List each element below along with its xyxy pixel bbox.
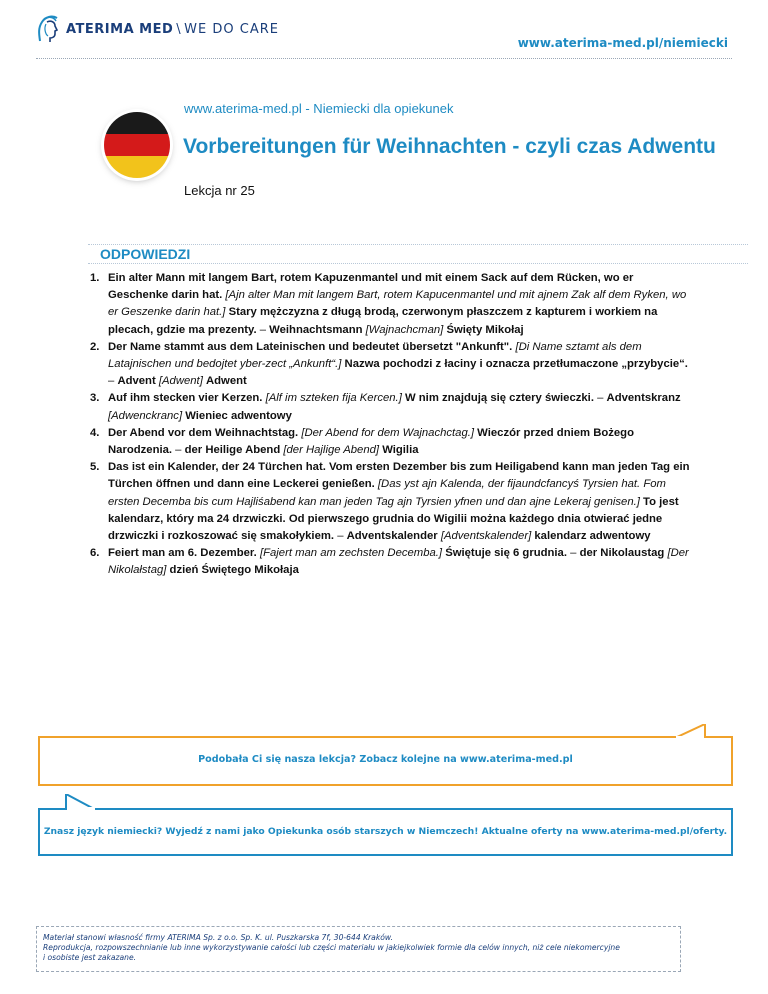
callout-tail-icon [62, 794, 96, 810]
lesson-number: Lekcja nr 25 [184, 183, 255, 198]
answer-number: 2. [90, 340, 100, 353]
copyright-footer [36, 926, 681, 972]
footer-line: Materiał stanowi własność firmy ATERIMA Sp. z o.o. Sp. K. ul. Puszkarska 7f, 30-644 Kraków. [43, 933, 394, 942]
answer-dash: – [570, 547, 577, 560]
answer-word-pronunciation: [der Hajlige Abend] [283, 444, 380, 457]
answer-number: 5. [90, 461, 100, 474]
brand-wordmark [66, 22, 279, 37]
answer-polish: Nazwa pochodzi z łaciny i oznacza przetłumaczone „przybycie“. [344, 358, 688, 371]
answer-item [90, 390, 690, 424]
answer-german: Das ist ein Kalender, der 24 Türchen hat. Vom ersten Dezember bis zum Heiligabend kann man jeden Tag ein Türchen öffnen und dann eine Leckerei genießen. [108, 461, 690, 491]
answer-item [90, 545, 690, 579]
answer-word-polish: dzień Świętego Mikołaja [169, 564, 299, 577]
answer-number: 6. [90, 547, 100, 560]
answer-dash: – [337, 530, 344, 543]
promo-lessons-text[interactable]: Podobała Ci się nasza lekcja? Zobacz kolejne na www.aterima-med.pl [198, 754, 573, 765]
header-url-link[interactable]: www.aterima-med.pl/niemiecki [517, 36, 728, 50]
answer-word-polish: kalendarz adwentowy [534, 530, 651, 543]
answer-polish: To jest kalendarz, który ma 24 drzwiczki. Od pierwszego grudnia do Wigilii można każdego dnia otwierać jedne drzwiczki i rozkoszować się smakołykiem. [108, 495, 679, 543]
answer-word-polish: Adwent [205, 375, 247, 388]
answer-item [90, 425, 690, 459]
answer-german: Feiert man am 6. Dezember. [108, 547, 257, 560]
brand-separator: \ [176, 21, 182, 37]
answer-polish: Świętuje się 6 grudnia. [445, 547, 567, 560]
promo-jobs-callout[interactable] [38, 808, 733, 856]
answer-polish: W nim znajdują się cztery świeczki. [404, 392, 594, 405]
footer-line: i osobiste jest zakazane. [43, 953, 137, 962]
answer-polish: Wieczór przed dniem Bożego Narodzenia. [108, 426, 634, 457]
answer-dash: – [108, 375, 115, 388]
answer-pronunciation: [Ajn alter Man mit langem Bart, rotem Kapucenmantel und mit ajnem Zak alf dem Ryken, wo er Geszenke darin hat.] [108, 289, 687, 319]
answer-word-polish: Wieniec adwentowy [185, 409, 292, 422]
section-heading: ODPOWIEDZI [100, 246, 191, 262]
answer-polish: Stary mężczyzna z długą brodą, czerwonym płaszczem z kapturem i workiem na plecach, gdzie ma prezenty. [108, 306, 658, 336]
answer-word-pronunciation: [Adwenckranc] [108, 409, 183, 422]
answer-word: der Nikolaustag [579, 547, 665, 560]
promo-lessons-callout[interactable] [38, 736, 733, 786]
callout-tail-icon [675, 724, 709, 738]
answer-word: Weihnachtsmann [269, 323, 363, 336]
answer-german: Auf ihm stecken vier Kerzen. [108, 392, 263, 405]
site-subtitle-link[interactable]: www.aterima-med.pl - Niemiecki dla opiekunek [184, 101, 454, 116]
answer-pronunciation: [Der Abend for dem Wajnachctag.] [301, 426, 475, 439]
page-title: Vorbereitungen für Weihnachten - czyli czas Adwentu [183, 135, 716, 158]
answer-german: Der Name stammt aus dem Lateinischen und bedeutet übersetzt "Ankunft". [108, 340, 513, 353]
header-divider [36, 58, 732, 59]
answer-number: 3. [90, 392, 100, 405]
answer-word-pronunciation: [Adventskalender] [440, 530, 532, 543]
answer-item [90, 270, 690, 339]
answer-pronunciation: [Di Name sztamt als dem Latajnischen und bedojtet yber-zect „Ankunft“.] [108, 340, 642, 371]
answer-word-pronunciation: [Der Nikolałstag] [108, 547, 689, 577]
answer-word-polish: Wigilia [382, 444, 419, 457]
answer-pronunciation: [Alf im szteken fija Kercen.] [265, 392, 402, 405]
answer-dash: – [597, 392, 604, 405]
answer-word-polish: Święty Mikołaj [446, 323, 524, 336]
answer-word: der Heilige Abend [184, 444, 281, 457]
answers-list [90, 270, 690, 580]
answer-word-pronunciation: [Wajnachcman] [365, 323, 444, 336]
page-header [0, 0, 768, 60]
answer-german: Der Abend vor dem Weihnachtstag. [108, 426, 299, 439]
answer-word-pronunciation: [Adwent] [158, 375, 203, 388]
answer-dash: – [259, 323, 267, 336]
brand-logo[interactable] [36, 14, 279, 44]
germany-flag-icon [104, 112, 170, 178]
footer-line: Reprodukcja, rozpowszechnianie lub inne wykorzystywanie całości lub części materiału w jakiejkolwiek formie dla celów innych, niż cele niekomercyjne [43, 943, 620, 952]
answer-item [90, 459, 690, 545]
answer-word: Adventskranz [606, 392, 681, 405]
answer-german: Ein alter Mann mit langem Bart, rotem Kapuzenmantel und mit einem Sack auf dem Rücken, wo er Geschenke darin hat. [108, 272, 634, 302]
section-heading-bar [88, 244, 748, 264]
answer-pronunciation: [Das yst ajn Kalenda, der fijaundcfancyś Tyrsien hat. Fom ersten Decemba bis cum Hajliśabend kan man jeden Tag ajn Tyrsien yfnen und dan ajne Lekeraj genisen.] [108, 478, 666, 508]
promo-jobs-text[interactable]: Znasz język niemiecki? Wyjedź z nami jako Opiekunka osób starszych w Niemczech! Aktualne oferty na www.aterima-med.pl/oferty. [43, 826, 728, 837]
answer-item [90, 339, 690, 391]
answer-word: Advent [117, 375, 156, 388]
brand-tagline: WE DO CARE [184, 21, 279, 37]
answer-number: 1. [90, 272, 100, 284]
face-profile-icon [36, 14, 62, 44]
answer-dash: – [175, 444, 182, 457]
answer-number: 4. [90, 426, 100, 439]
answer-pronunciation: [Fajert man am zechsten Decemba.] [259, 547, 443, 560]
answer-word: Adventskalender [346, 530, 438, 543]
brand-name: ATERIMA MED [66, 21, 174, 37]
